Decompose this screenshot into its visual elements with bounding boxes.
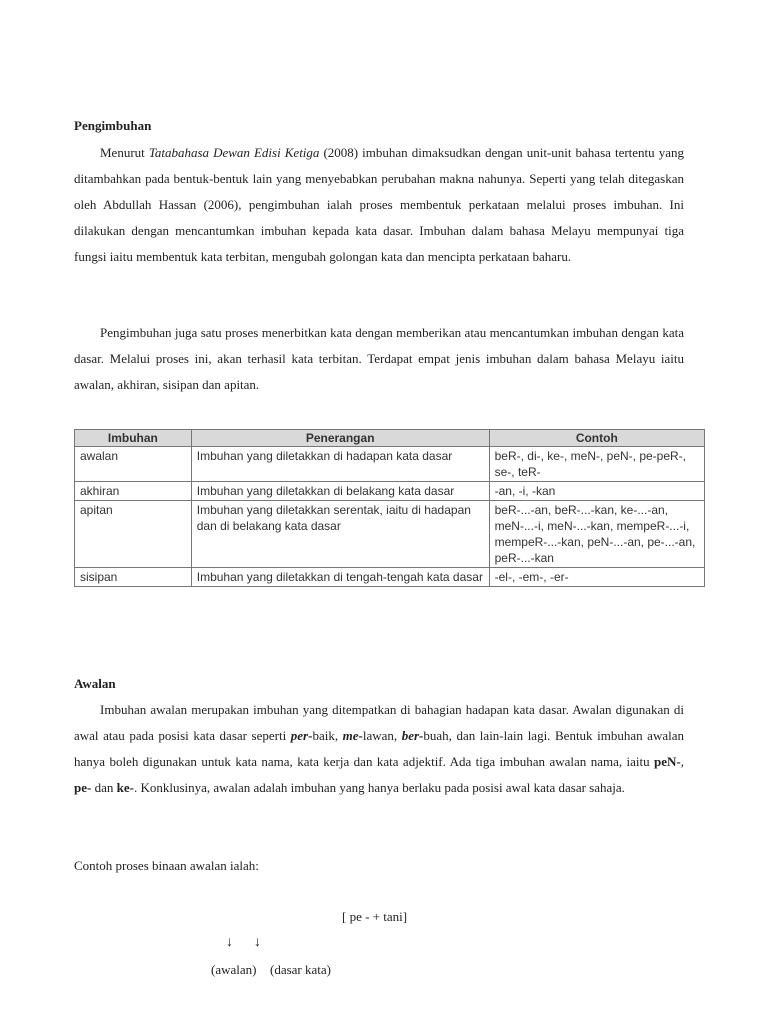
- table-row: [75, 568, 705, 587]
- paragraph-definisi: [74, 140, 684, 270]
- label-dasar-kata: (dasar kata): [270, 962, 331, 977]
- cell-contoh: beR-, di-, ke-, meN-, peN-, pe-peR-, se-, teR-: [489, 447, 704, 482]
- cell-imbuhan: awalan: [75, 447, 192, 482]
- paragraph-text: baik,: [312, 728, 343, 743]
- paragraph-text: buah, dan lain-lain lagi. Bentuk imbuhan awalan hanya boleh digunakan untuk kata nama, kata kerja dan kata adjektif. Ada tiga imbuhan awalan nama, iaitu: [74, 728, 684, 769]
- cell-contoh: -an, -i, -kan: [489, 482, 704, 501]
- table-row: [75, 482, 705, 501]
- cell-penerangan: Imbuhan yang diletakkan di belakang kata dasar: [191, 482, 489, 501]
- paragraph-jenis-imbuhan: Pengimbuhan juga satu proses menerbitkan kata dengan memberikan atau mencantumkan imbuhan dengan kata dasar. Melalui proses ini, akan terhasil kata terbitan. Terdapat empat jenis imbuhan dalam bahasa Melayu iaitu awalan, akhiran, sisipan dan apitan.: [74, 325, 684, 392]
- prefix-example: per-: [290, 728, 313, 743]
- formula-pe-tani: [ pe - + tani]: [342, 909, 408, 924]
- cell-penerangan: Imbuhan yang diletakkan serentak, iaitu di hadapan dan di belakang kata dasar: [191, 501, 489, 568]
- column-header-imbuhan: Imbuhan: [75, 430, 192, 447]
- cell-imbuhan: sisipan: [75, 568, 192, 587]
- down-arrow-icon: ↓: [254, 935, 261, 950]
- column-header-penerangan: Penerangan: [191, 430, 489, 447]
- paragraph-awalan: [74, 697, 684, 801]
- paragraph-text: Imbuhan awalan merupakan imbuhan yang ditempatkan di bahagian hadapan kata dasar. Awalan digunakan di awal atau pada posisi kata dasar seperti: [74, 702, 684, 743]
- down-arrow-icon: ↓: [226, 935, 233, 950]
- book-title: Tatabahasa Dewan Edisi Ketiga: [148, 145, 320, 160]
- imbuhan-table: [74, 429, 705, 587]
- table-row: [75, 501, 705, 568]
- cell-imbuhan: akhiran: [75, 482, 192, 501]
- cell-imbuhan: apitan: [75, 501, 192, 568]
- prefix-noun: peN-: [654, 754, 681, 769]
- table-row: [75, 447, 705, 482]
- paragraph-text: . Konklusinya, awalan adalah imbuhan yang hanya berlaku pada posisi awal kata dasar sahaja.: [133, 780, 625, 795]
- paragraph-text: Menurut: [100, 145, 149, 160]
- cell-penerangan: Imbuhan yang diletakkan di hadapan kata dasar: [191, 447, 489, 482]
- column-header-contoh: Contoh: [489, 430, 704, 447]
- paragraph-text: dan: [91, 780, 117, 795]
- section-heading-pengimbuhan: Pengimbuhan: [74, 118, 152, 133]
- prefix-noun: ke-: [116, 780, 134, 795]
- paragraph-text: lawan,: [362, 728, 402, 743]
- prefix-example: ber-: [401, 728, 424, 743]
- cell-contoh: -el-, -em-, -er-: [489, 568, 704, 587]
- label-awalan: (awalan): [211, 962, 257, 977]
- prefix-example: me-: [342, 728, 363, 743]
- prefix-noun: pe-: [74, 780, 92, 795]
- table-header-row: [75, 430, 705, 447]
- section-heading-awalan: Awalan: [74, 676, 116, 691]
- paragraph-text: ,: [680, 754, 684, 769]
- cell-contoh: beR-...-an, beR-...-kan, ke-...-an, meN-...-i, meN-...-kan, mempeR-...-i, mempeR-...-kan, peN-...-an, pe-...-an, peR-...-kan: [489, 501, 704, 568]
- paragraph-text: (2008) imbuhan dimaksudkan dengan unit-unit bahasa tertentu yang ditambahkan pada bentuk-bentuk lain yang menyebabkan perubahan makna nahunya. Seperti yang telah ditegaskan oleh Abdullah Hassan (2006), pengimbuhan ialah proses membentuk perkataan melalui proses imbuhan. Ini dilakukan dengan mencantumkan imbuhan kepada kata dasar. Imbuhan dalam bahasa Melayu mempunyai tiga fungsi iaitu membentuk kata terbitan, mengubah golongan kata dan mencipta perkataan baharu.: [74, 145, 684, 264]
- contoh-intro: Contoh proses binaan awalan ialah:: [74, 858, 259, 873]
- cell-penerangan: Imbuhan yang diletakkan di tengah-tengah kata dasar: [191, 568, 489, 587]
